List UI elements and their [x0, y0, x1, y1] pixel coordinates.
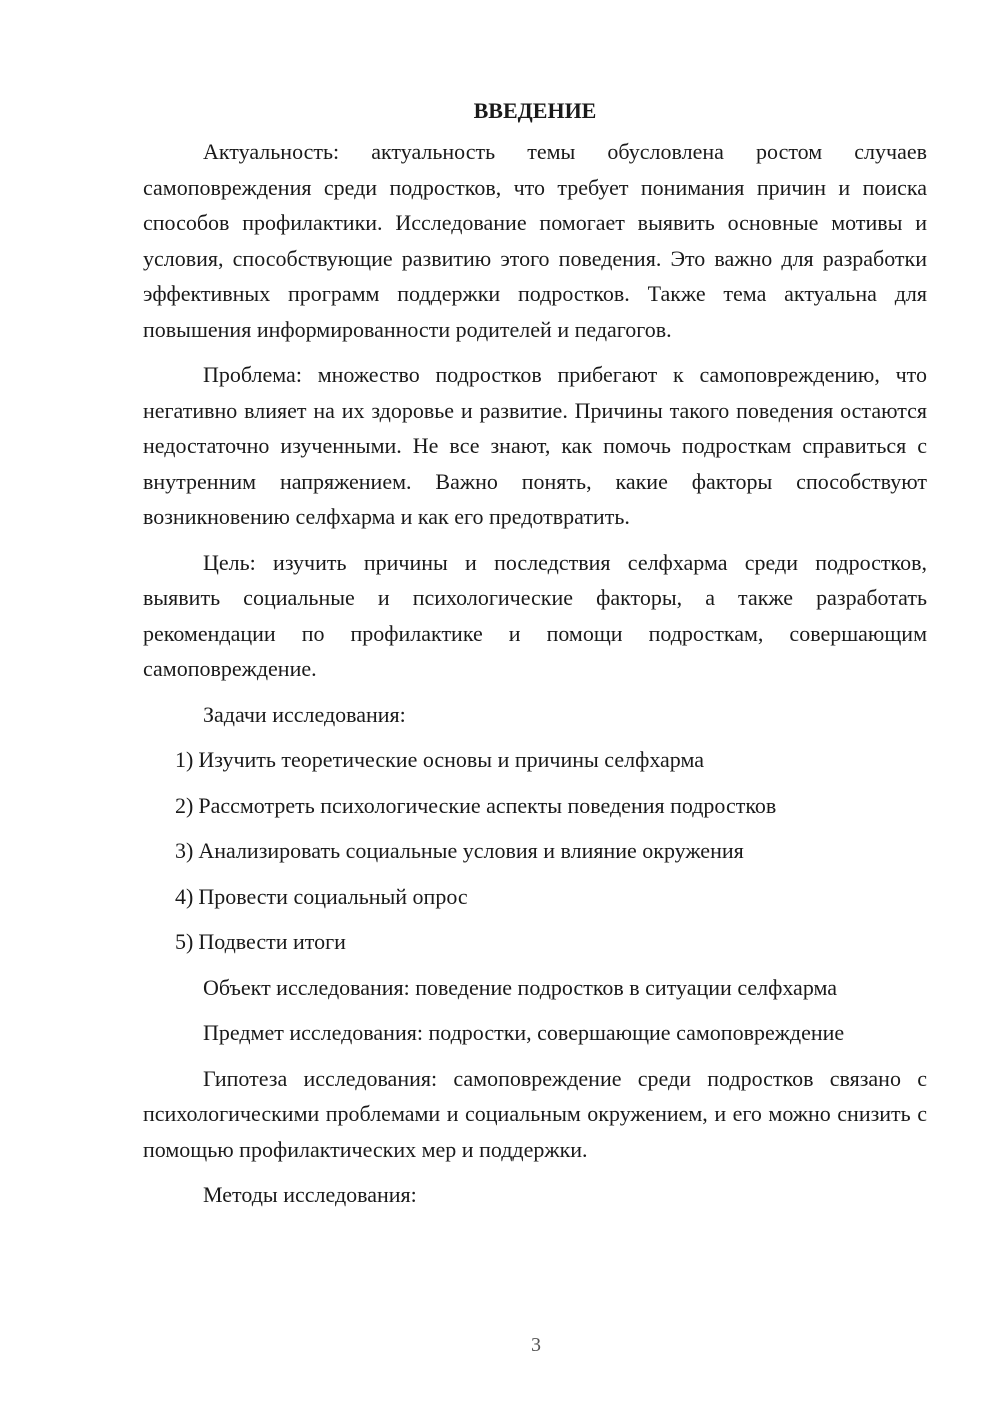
page-content: [143, 96, 927, 1223]
list-item: [143, 788, 927, 824]
object-paragraph: Объект исследования: поведение подростков в ситуации селфхарма: [203, 974, 838, 1000]
tasks-list: [143, 742, 927, 960]
page-title: ВВЕДЕНИЕ: [473, 98, 597, 123]
list-item-number: 5): [175, 929, 194, 954]
list-item: [143, 833, 927, 869]
methods-heading: Методы исследования:: [203, 1182, 417, 1207]
subject-paragraph: Предмет исследования: подростки, совершающие самоповреждение: [203, 1020, 845, 1045]
hypothesis-paragraph: Гипотеза исследования: самоповреждение среди подростков связано с психологическими проблемами и социальным окружением, и его можно снизить с помощью профилактических мер и поддержки.: [143, 1065, 927, 1162]
list-item-number: 4): [175, 883, 194, 909]
tasks-heading: Задачи исследования:: [203, 701, 406, 727]
problem-paragraph: Проблема: множество подростков прибегают к самоповреждению, что негативно влияет на их здоровье и развитие. Причины такого поведения остаются недостаточно изученными. Не все знают, как помочь подросткам справиться с внутренним напряжением. Важно понять, какие факторы способствуют возникновению селфхарма и как его предотвратить.: [143, 362, 927, 529]
goal-paragraph: Цель: изучить причины и последствия селфхарма среди подростков, выявить социальные и психологические факторы, а также разработать рекомендации по профилактике и помощи подросткам, совершающим самоповреждение.: [143, 549, 927, 681]
list-item: [143, 879, 927, 915]
relevance-paragraph: Актуальность: актуальность темы обусловлена ростом случаев самоповреждения среди подростков, что требует понимания причин и поиска способов профилактики. Исследование помогает выявить основные мотивы и условия, способствующие развитию этого поведения. Это важно для разработки эффективных программ поддержки подростков. Также тема актуальна для повышения информированности родителей и педагогов.: [143, 139, 927, 342]
list-item-number: 3): [175, 838, 194, 863]
list-item-number: 2): [175, 792, 194, 818]
list-item-text: Рассмотреть психологические аспекты поведения подростков: [198, 792, 777, 818]
page-number: 3: [531, 1334, 541, 1356]
list-item-text: Провести социальный опрос: [198, 883, 468, 909]
list-item-text: Изучить теоретические основы и причины селфхарма: [198, 747, 705, 772]
list-item-text: Подвести итоги: [198, 929, 346, 954]
list-item: [143, 742, 927, 778]
list-item: [143, 924, 927, 960]
list-item-number: 1): [175, 747, 194, 772]
list-item-text: Анализировать социальные условия и влияние окружения: [198, 838, 744, 863]
